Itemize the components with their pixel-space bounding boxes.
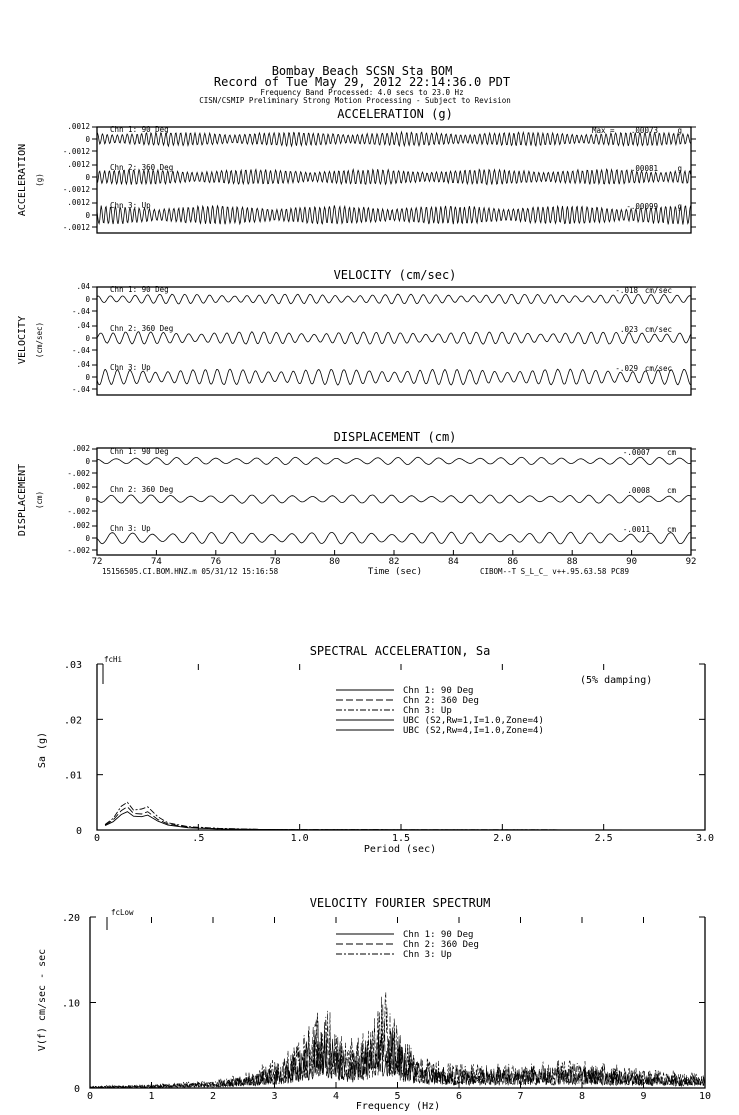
fchi-marker-label: fcHi <box>104 655 123 664</box>
series-label: Chn 1: 90 Deg <box>110 285 169 294</box>
waveform-trace <box>97 332 691 344</box>
velocity-title: VELOCITY (cm/sec) <box>333 268 457 282</box>
ytick-label: .04 <box>76 282 90 291</box>
ytick-label: -.04 <box>71 346 90 355</box>
waveform-trace <box>97 205 691 224</box>
xtick-label: 76 <box>210 557 222 567</box>
xtick-label: 2.0 <box>493 833 512 844</box>
station-title: Bombay Beach SCSN Sta BOM <box>271 64 453 78</box>
ytick-label: 0 <box>73 1084 80 1095</box>
ytick-label: 0 <box>85 135 90 144</box>
fs-xlabel: Frequency (Hz) <box>355 1101 441 1112</box>
xtick-label: 2.5 <box>594 833 613 844</box>
xtick-label: 88 <box>566 557 578 567</box>
xtick-label: 3.0 <box>695 833 715 844</box>
xtick-label: .5 <box>192 833 205 844</box>
xtick-label: 9 <box>640 1091 647 1102</box>
ytick-label: .002 <box>71 444 90 453</box>
acceleration-ylabel: ACCELERATION <box>17 143 28 217</box>
xtick-label: 2 <box>209 1091 217 1102</box>
footer-right: CIBOM--T S_L_C_ v++.95.63.58 PC89 <box>480 567 630 576</box>
legend-label: Chn 1: 90 Deg <box>403 930 474 940</box>
xtick-label: 1 <box>148 1091 155 1102</box>
series-label: Chn 1: 90 Deg <box>110 125 169 134</box>
max-value: -.00099 <box>626 202 658 211</box>
ytick-label: .0012 <box>67 198 90 207</box>
ytick-label: -.0012 <box>62 223 90 232</box>
sa-title: SPECTRAL ACCELERATION, Sa <box>309 644 491 658</box>
max-unit: cm <box>666 486 676 495</box>
ytick-label: 0 <box>85 334 90 343</box>
max-value: -.029 <box>615 364 638 373</box>
ytick-label: -.002 <box>67 507 90 516</box>
max-value: .0008 <box>627 486 650 495</box>
max-unit: g <box>677 164 682 173</box>
max-unit: cm/sec <box>644 364 672 373</box>
xtick-label: 1.5 <box>391 833 411 844</box>
ytick-label: 0 <box>85 373 90 382</box>
xtick-label: 7 <box>517 1091 524 1102</box>
max-label: Max = <box>592 126 615 135</box>
max-value: -.0011 <box>622 525 650 534</box>
xtick-label: 4 <box>332 1091 340 1102</box>
ytick-label: -.0012 <box>62 185 90 194</box>
series-label: Chn 3: Up <box>110 524 151 533</box>
ytick-label: .002 <box>71 482 90 491</box>
ytick-label: .10 <box>61 998 80 1010</box>
legend-label: Chn 2: 360 Deg <box>403 696 479 706</box>
sa-series-line <box>105 807 705 830</box>
ytick-label: -.0012 <box>62 147 90 156</box>
velocity-ylabel: VELOCITY <box>17 315 28 365</box>
xtick-label: 0 <box>93 833 101 844</box>
sa-xlabel: Period (sec) <box>363 844 437 855</box>
ytick-label: 0 <box>85 211 90 220</box>
xtick-label: 0 <box>86 1091 94 1102</box>
series-label: Chn 3: Up <box>110 201 151 210</box>
xtick-label: 3 <box>271 1091 278 1102</box>
disclaimer-text: CISN/CSMIP Preliminary Strong Motion Processing - Subject to Revision <box>199 96 511 105</box>
xtick-label: 10 <box>698 1091 712 1102</box>
legend-label: Chn 3: Up <box>403 706 452 716</box>
max-value: .00081 <box>630 164 658 173</box>
ytick-label: -.002 <box>67 546 90 555</box>
max-unit: cm <box>666 525 676 534</box>
header <box>199 64 511 105</box>
max-unit: cm <box>666 448 676 457</box>
waveform-trace <box>97 294 691 304</box>
xtick-label: 8 <box>578 1091 586 1102</box>
acceleration-title: ACCELERATION (g) <box>337 107 453 121</box>
footer-left: 15156505.CI.BOM.HNZ.m 05/31/12 15:16:58 <box>102 567 279 576</box>
xtick-label: 5 <box>394 1091 401 1102</box>
record-title: Record of Tue May 29, 2012 22:14:36.0 PDT <box>213 75 511 89</box>
xtick-label: 82 <box>388 557 400 567</box>
displacement-yunit: (cm) <box>35 490 44 510</box>
ytick-label: 0 <box>85 173 90 182</box>
waveform-trace <box>97 532 691 544</box>
spectral-acceleration-panel <box>37 644 714 855</box>
xtick-label: 1.0 <box>290 833 309 844</box>
series-label: Chn 2: 360 Deg <box>110 485 174 494</box>
xtick-label: 6 <box>455 1091 463 1102</box>
ytick-label: -.002 <box>67 469 90 478</box>
sa-series-line <box>105 802 705 830</box>
ytick-label: .04 <box>76 321 90 330</box>
displacement-ylabel: DISPLACEMENT <box>17 463 28 537</box>
band-text: Frequency Band Processed: 4.0 secs to 23.0 Hz <box>260 88 464 97</box>
ytick-label: .02 <box>63 715 82 727</box>
waveform-trace <box>97 369 691 385</box>
ytick-label: 0 <box>85 295 90 304</box>
max-unit: g <box>677 202 682 211</box>
xtick-label: 90 <box>626 557 638 567</box>
displacement-title: DISPLACEMENT (cm) <box>333 430 457 444</box>
ytick-label: 0 <box>85 495 90 504</box>
max-value: .00073 <box>630 126 658 135</box>
waveform-trace <box>97 169 691 185</box>
legend-label: Chn 3: Up <box>403 950 452 960</box>
waveform-trace <box>97 495 691 504</box>
max-unit: cm/sec <box>644 325 672 334</box>
sa-ylabel: Sa (g) <box>37 731 48 769</box>
series-label: Chn 1: 90 Deg <box>110 447 169 456</box>
velocity-panel <box>17 268 696 395</box>
plot-frame <box>97 664 705 830</box>
ytick-label: .01 <box>63 770 82 782</box>
waveform-trace <box>97 457 691 464</box>
ytick-label: .20 <box>61 913 80 924</box>
ytick-label: .002 <box>71 521 90 530</box>
xtick-label: 80 <box>329 557 341 567</box>
xtick-label: 72 <box>91 557 103 567</box>
xtick-label: 86 <box>507 557 519 567</box>
ytick-label: .03 <box>63 660 82 671</box>
velocity-yunit: (cm/sec) <box>35 321 44 359</box>
displacement-panel <box>17 430 696 577</box>
xtick-label: 74 <box>150 557 162 567</box>
max-value: -.0007 <box>622 448 650 457</box>
time-xlabel: Time (sec) <box>367 567 423 577</box>
max-value: -.018 <box>615 286 638 295</box>
acceleration-yunit: (g) <box>35 173 44 187</box>
plot-frame <box>97 287 691 395</box>
fs-ylabel: V(f) cm/sec - sec <box>37 948 48 1052</box>
series-label: Chn 3: Up <box>110 363 151 372</box>
legend-label: Chn 1: 90 Deg <box>403 686 474 696</box>
fs-title: VELOCITY FOURIER SPECTRUM <box>309 896 491 910</box>
ytick-label: -.04 <box>71 307 90 316</box>
ytick-label: 0 <box>75 826 82 837</box>
damping-note: (5% damping) <box>580 675 653 686</box>
ytick-label: .0012 <box>67 122 90 131</box>
legend-label: Chn 2: 360 Deg <box>403 940 479 950</box>
max-value: .023 <box>619 325 638 334</box>
max-unit: g <box>677 126 682 135</box>
fclow-marker-label: fcLow <box>111 908 134 917</box>
legend-label: UBC (S2,Rw=1,I=1.0,Zone=4) <box>403 716 544 726</box>
fourier-spectrum-panel <box>37 896 711 1112</box>
ytick-label: 0 <box>85 534 90 543</box>
xtick-label: 92 <box>685 557 697 567</box>
ytick-label: -.04 <box>71 385 90 394</box>
series-label: Chn 2: 360 Deg <box>110 324 174 333</box>
ytick-label: 0 <box>85 457 90 466</box>
max-unit: cm/sec <box>644 286 672 295</box>
legend-label: UBC (S2,Rw=4,I=1.0,Zone=4) <box>403 726 544 736</box>
acceleration-panel <box>17 107 696 233</box>
ytick-label: .0012 <box>67 160 90 169</box>
xtick-label: 78 <box>269 557 281 567</box>
xtick-label: 84 <box>447 557 459 567</box>
series-label: Chn 2: 360 Deg <box>110 163 174 172</box>
ytick-label: .04 <box>76 360 90 369</box>
